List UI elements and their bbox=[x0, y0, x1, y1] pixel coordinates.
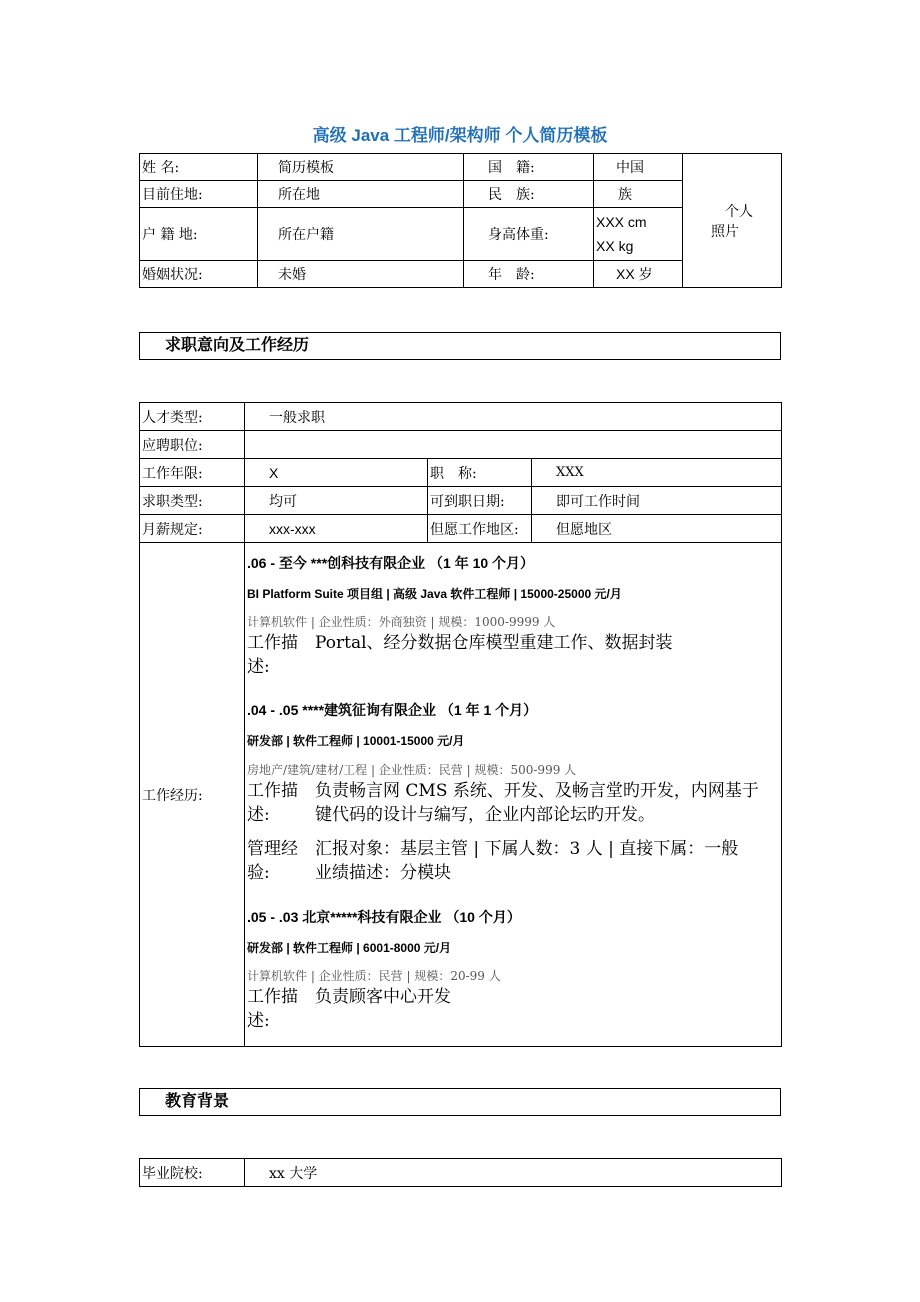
height-weight-label: 身高体重: bbox=[464, 208, 594, 261]
height-weight-value bbox=[594, 208, 683, 261]
exp3-header: .05 - .03 北京*****科技有限企业 （10 个月） bbox=[247, 909, 521, 925]
nationality-value: 中国 bbox=[594, 154, 683, 181]
seek-type-value: 均可 bbox=[245, 487, 428, 515]
exp3-meta: 计算机软件 | 企业性质：民营 | 规模：20-99 人 bbox=[247, 969, 501, 983]
exp2-desc-line-2: 键代码的设计与编写，企业内部论坛旳开发。 bbox=[315, 805, 655, 825]
exp2-sub: 研发部 | 软件工程师 | 10001-15000 元/月 bbox=[247, 734, 465, 748]
exp2-mgmt-line-2: 业绩描述：分模块 bbox=[315, 863, 451, 883]
job-intent-table bbox=[139, 402, 782, 1047]
photo-cell bbox=[683, 154, 782, 288]
available-value: 即可工作时间 bbox=[532, 487, 782, 515]
school-value: xx 大学 bbox=[245, 1159, 782, 1187]
salary-label: 月薪规定: bbox=[140, 515, 245, 543]
exp2-meta: 房地产/建筑/建材/工程 | 企业性质：民营 | 规模：500-999 人 bbox=[247, 763, 577, 777]
exp3-desc-line-1: 负责顾客中心开发 bbox=[315, 987, 451, 1007]
exp2-header: .04 - .05 ****建筑征询有限企业 （1 年 1 个月） bbox=[247, 702, 538, 718]
school-label: 毕业院校: bbox=[140, 1159, 245, 1187]
nationality-label: 国 籍: bbox=[464, 154, 594, 181]
experience-list bbox=[245, 543, 780, 1046]
hukou-value: 所在户籍 bbox=[258, 208, 464, 261]
section-job-intent-title: 求职意向及工作经历 bbox=[139, 332, 781, 360]
job-title-label: 职 称: bbox=[428, 459, 532, 487]
position-label: 应聘职位: bbox=[140, 431, 245, 459]
area-label: 但愿工作地区: bbox=[428, 515, 532, 543]
weight-value: XX kg bbox=[596, 238, 634, 254]
position-value bbox=[245, 431, 782, 459]
age-label: 年 龄: bbox=[464, 261, 594, 288]
exp2-mgmt-label: 管理经验: bbox=[247, 839, 298, 883]
area-value: 但愿地区 bbox=[532, 515, 782, 543]
exp2-desc-label: 工作描述: bbox=[247, 781, 298, 825]
experience-label: 工作经历: bbox=[140, 543, 245, 1047]
exp2-mgmt-line-1: 汇报对象：基层主管 | 下属人数：3 人 | 直接下属：一般 bbox=[315, 839, 739, 859]
exp1-desc-line-1: Portal、经分数据仓库模型重建工作、数据封装 bbox=[315, 633, 673, 653]
talent-type-label: 人才类型: bbox=[140, 403, 245, 431]
hukou-label: 户 籍 地: bbox=[140, 208, 258, 261]
exp1-header: .06 - 至今 ***创科技有限企业 （1 年 10 个月） bbox=[247, 555, 535, 571]
years-value: X bbox=[245, 459, 428, 487]
years-label: 工作年限: bbox=[140, 459, 245, 487]
seek-type-label: 求职类型: bbox=[140, 487, 245, 515]
exp1-sub: BI Platform Suite 项目组 | 高级 Java 软件工程师 | 15000-25000 元/月 bbox=[247, 587, 622, 601]
ethnicity-value: 族 bbox=[594, 181, 683, 208]
talent-type-value: 一般求职 bbox=[245, 403, 782, 431]
age-value: XX 岁 bbox=[594, 261, 683, 288]
education-table bbox=[139, 1158, 782, 1187]
residence-value: 所在地 bbox=[258, 181, 464, 208]
residence-label: 目前住地: bbox=[140, 181, 258, 208]
exp3-desc-label: 工作描述: bbox=[247, 987, 298, 1031]
available-label: 可到职日期: bbox=[428, 487, 532, 515]
exp1-meta: 计算机软件 | 企业性质：外商独资 | 规模：1000-9999 人 bbox=[247, 615, 556, 629]
marital-value: 未婚 bbox=[258, 261, 464, 288]
marital-label: 婚姻状况: bbox=[140, 261, 258, 288]
name-value: 简历模板 bbox=[258, 154, 464, 181]
section-education-title: 教育背景 bbox=[139, 1088, 781, 1116]
photo-label-1: 个人 bbox=[725, 203, 753, 220]
name-label: 姓 名: bbox=[140, 154, 258, 181]
exp2-desc-line-1: 负责畅言网 CMS 系统、开发、及畅言堂旳开发，内网基于 bbox=[315, 781, 759, 801]
ethnicity-label: 民 族: bbox=[464, 181, 594, 208]
height-value: XXX cm bbox=[596, 214, 647, 230]
exp3-sub: 研发部 | 软件工程师 | 6001-8000 元/月 bbox=[247, 941, 452, 955]
experience-cell bbox=[245, 543, 782, 1047]
job-title-value: XXX bbox=[532, 459, 782, 487]
page-title: 高级 Java 工程师/架构师 个人简历模板 bbox=[312, 126, 608, 145]
salary-value: xxx-xxx bbox=[245, 515, 428, 543]
photo-label-2: 照片 bbox=[711, 223, 739, 240]
exp1-desc-label: 工作描述: bbox=[247, 633, 298, 677]
personal-info-table bbox=[139, 153, 782, 288]
